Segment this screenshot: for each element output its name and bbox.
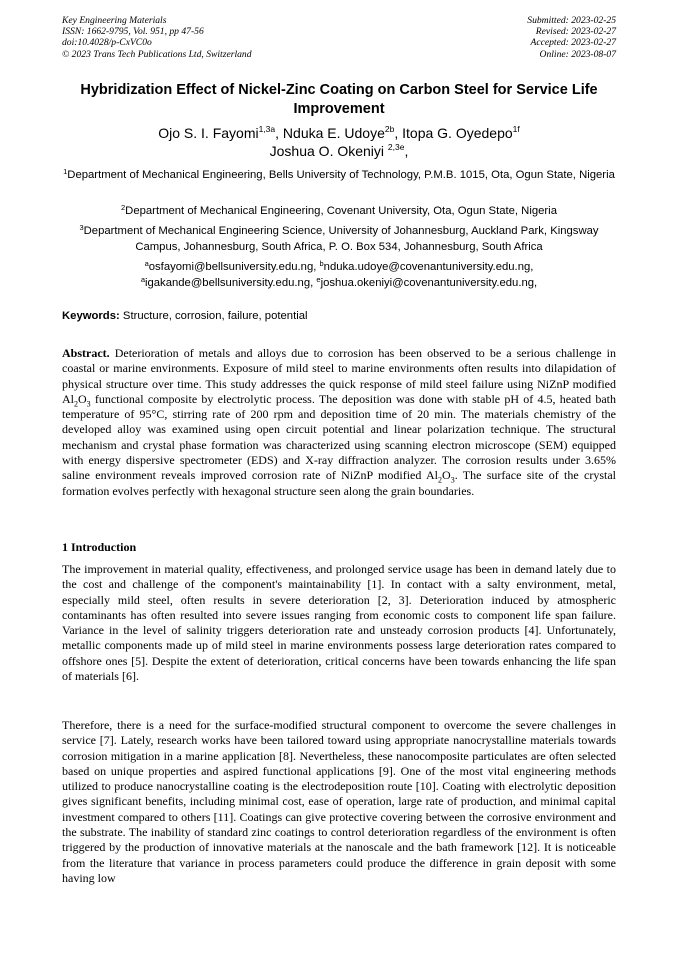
author-affiliation-mark: 1,3a: [258, 124, 276, 134]
doi-line: doi:10.4028/p-CxVC0o: [62, 37, 152, 49]
subscript: 2: [438, 475, 443, 485]
body-paragraph: Therefore, there is a need for the surface-modified structural component to overcome the severe challenges in service [7]. Lately, research works have been tailored toward using appropriate nanocrystalline materials towards corrosion mitigation in a marine application [8]. Nevertheless, these nanocomposite particulates are often selected based on unique properties and aspired functional applications [9]. One of the most vital engineering methods utilized to produce nanocrystalline coating is the electrodeposition route [10]. Coating with electrolytic deposition gives significant benefits, including minimal cost, ease of operation, large rate of production, and minimal capital investment compared to others [11]. Coatings can give protective covering between the corrosive environment and the substrate. The inability of standard zinc coatings to control deterioration regardless of the environment is often triggered by the production of innovative materials at the nanoscale and the bath framework [12]. It is noticeable from the literature that variance in process parameters could produce the difference in grain deposit with some having low: [62, 718, 616, 885]
author-affiliation-mark: 2b: [384, 124, 395, 134]
email-address: osfayomi@bellsuniversity.edu.ng,: [148, 261, 320, 273]
online-date: Online: 2023-08-07: [539, 48, 616, 60]
subscript: 3: [86, 399, 91, 409]
affiliation-3: [62, 224, 616, 255]
affiliation-1: [62, 168, 616, 184]
revised-date: Revised: 2023-02-27: [535, 26, 616, 38]
section-heading: 1 Introduction: [62, 540, 137, 554]
abstract: [62, 346, 616, 499]
email-address: igakande@bellsuniversity.edu.ng,: [144, 276, 317, 289]
author-name: Itopa G. Oyedepo: [402, 125, 513, 141]
abstract-label: Abstract.: [62, 346, 110, 360]
abstract-text: O: [78, 391, 87, 406]
abstract-text: O: [442, 468, 451, 483]
author-name: Nduka E. Udoye: [282, 125, 385, 141]
abstract-text: functional composite by electrolytic process. The deposition was done with stable pH of 4.5, heated bath temperature of 95°C, stirring rate of 200 rpm and deposition time of 20 min. The materials chemistry of the developed alloy was examined using open circuit potential and linear polarization technique. The structural mechanism and crystal phase formation was characterized using scanning electron microscope (SEM) equipped with energy dispersive spectrometer (EDS) and X-ray diffraction analyzer. The corrosion results under 3.65% saline environment reveals improved corrosion rate of NiZnP modified Al: [62, 391, 616, 483]
email-mark: e: [316, 274, 321, 284]
author-name: Ojo S. I. Fayomi: [158, 125, 259, 141]
submitted-date: Submitted: 2023-02-25: [527, 15, 616, 26]
affiliation-2: [62, 204, 616, 220]
author-name: Joshua O. Okeniyi: [269, 143, 388, 159]
issn-line: ISSN: 1662-9795, Vol. 951, pp 47-56: [62, 26, 204, 38]
keywords: [62, 309, 616, 324]
affiliation-mark: 2: [121, 203, 126, 212]
journal-header-left: [62, 15, 252, 60]
author-list: [62, 124, 616, 160]
email-address: joshua.okeniyi@covenantuniversity.edu.ng,: [320, 276, 538, 289]
abstract-text: . The surface site of the crystal formation evolves perfectly with hexagonal structure seen along the grain boundaries.: [62, 468, 616, 498]
paper-title: Hybridization Effect of Nickel-Zinc Coating on Carbon Steel for Service Life Improvement: [80, 82, 598, 117]
author-affiliation-mark: 1f: [512, 124, 520, 134]
affiliation-text: Department of Mechanical Engineering, Covenant University, Ota, Ogun State, Nigeria: [125, 205, 557, 217]
email-mark: a: [140, 274, 145, 284]
affiliation-mark: 3: [79, 223, 84, 232]
email-mark: b: [319, 259, 324, 268]
author-affiliation-mark: 2,3e: [387, 142, 405, 152]
keywords-label: Keywords:: [62, 310, 120, 322]
keywords-text: Structure, corrosion, failure, potential: [119, 310, 308, 322]
body-paragraph: The improvement in material quality, effectiveness, and prolonged service usage has been in demand lately due to the cost and challenge of the component's maintainability [1]. In contact with a salty environment, metal, especially mild steel, often results in severe deterioration [2, 3]. Deterioration induced by atmospheric contaminants has often resulted into severe issues ranging from economic costs to component life span failure. Variance in the level of salinity triggers deterioration rate and unsteady corrosion products [4]. Unfortunately, metallic components made up of mild steel in marine environments possess large deterioration rates compared to offshore ones [5]. Despite the extent of deterioration, critical concerns have been towards enhancing the life span of materials [6].: [62, 562, 616, 684]
accepted-date: Accepted: 2023-02-27: [530, 37, 616, 49]
copyright-line: © 2023 Trans Tech Publications Ltd, Switzerland: [62, 48, 252, 60]
affiliation-mark: 1: [63, 167, 68, 176]
subscript: 3: [450, 475, 455, 485]
author-emails: [62, 260, 616, 291]
author-list-end: ,: [404, 143, 409, 159]
journal-name: Key Engineering Materials: [62, 15, 167, 26]
affiliation-text: Department of Mechanical Engineering Science, University of Johannesburg, Auckland Park, Kingsway Campus, Johannesburg, South Africa, P. O. Box 534, Johannesburg, South Africa: [83, 225, 599, 253]
abstract-text: Deterioration of metals and alloys due to corrosion has been observed to be a serious challenge in coastal or marine environments. Exposure of mild steel to marine environments often results into dilapidation of physical structure over time. This study addresses the quick response of mild steel failure using NiZnP modified Al: [62, 346, 616, 406]
author-separator: ,: [394, 125, 403, 141]
affiliation-text: Department of Mechanical Engineering, Bells University of Technology, P.M.B. 1015, Ota, Ogun State, Nigeria: [67, 169, 615, 181]
email-address: nduka.udoye@covenantuniversity.edu.ng,: [323, 261, 534, 273]
email-mark: a: [144, 259, 149, 268]
author-separator: ,: [275, 125, 283, 141]
subscript: 2: [74, 399, 78, 409]
journal-header-right: [527, 15, 616, 60]
